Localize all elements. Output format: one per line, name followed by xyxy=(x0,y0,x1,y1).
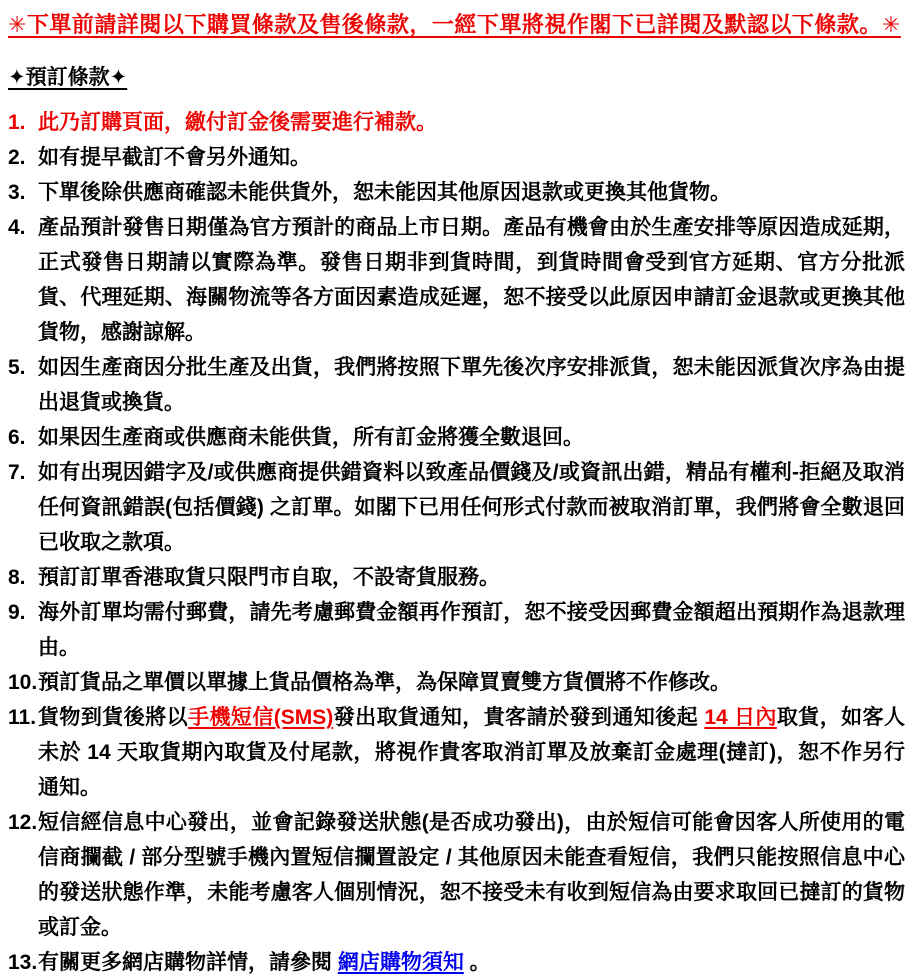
term-number: 12. xyxy=(8,811,38,834)
highlighted-text: 手機短信(SMS) xyxy=(188,706,334,729)
term-number: 6. xyxy=(8,426,26,449)
term-text: 短信經信息中心發出，並會記錄發送狀態(是否成功發出)，由於短信可能會因客人所使用的電信商攔截 / 部分型號手機內置短信攔置設定 / 其他原因未能查看短信，我們只能按照信息中心的發送狀態作準，未能考慮客人個別情況，恕不接受未有收到短信為由要求取回已撻訂的貨物或訂金。 xyxy=(38,811,905,939)
term-number: 4. xyxy=(8,216,26,239)
term-item-13 xyxy=(8,945,905,980)
terms-list xyxy=(8,105,905,980)
term-item-10 xyxy=(8,665,905,700)
term-number: 3. xyxy=(8,181,26,204)
term-item-12 xyxy=(8,805,905,945)
term-number: 10. xyxy=(8,671,38,694)
term-number: 8. xyxy=(8,566,26,589)
term-text: 如有提早截訂不會另外通知。 xyxy=(38,146,311,169)
preorder-terms-title: ✦預訂條款✦ xyxy=(8,66,128,89)
term-number: 5. xyxy=(8,356,26,379)
term-item-3 xyxy=(8,175,905,210)
term-text: 下單後除供應商確認未能供貨外，恕未能因其他原因退款或更換其他貨物。 xyxy=(38,181,731,204)
term-text: 如有出現因錯字及/或供應商提供錯資料以致產品價錢及/或資訊出錯，精品有權利-拒絕及取消任何資訊錯誤(包括價錢) 之訂單。如閣下已用任何形式付款而被取消訂單，我們將會全數退回已收取之款項。 xyxy=(38,461,905,554)
term-item-7 xyxy=(8,455,905,560)
term-number: 1. xyxy=(8,111,26,134)
highlighted-text: 14 日內 xyxy=(704,706,777,729)
term-text: 此乃訂購頁面，繳付訂金後需要進行補款。 xyxy=(38,111,437,134)
term-item-11 xyxy=(8,700,905,805)
shop-guide-link[interactable]: 網店購物須知 xyxy=(337,951,464,974)
term-item-4 xyxy=(8,210,905,350)
term-text: 產品預計發售日期僅為官方預計的商品上市日期。產品有機會由於生產安排等原因造成延期，正式發售日期請以實際為準。發售日期非到貨時間，到貨時間會受到官方延期、官方分批派貨、代理延期、海關物流等各方面因素造成延遲，恕不接受以此原因申請訂金退款或更換其他貨物，感謝諒解。 xyxy=(38,216,905,344)
term-number: 2. xyxy=(8,146,26,169)
term-number: 11. xyxy=(8,706,37,729)
term-item-2 xyxy=(8,140,905,175)
term-number: 13. xyxy=(8,951,38,974)
term-item-8 xyxy=(8,560,905,595)
term-number: 7. xyxy=(8,461,26,484)
term-text: 海外訂單均需付郵費，請先考慮郵費金額再作預訂，恕不接受因郵費金額超出預期作為退款理由。 xyxy=(38,601,905,659)
term-item-6 xyxy=(8,420,905,455)
term-text: 有關更多網店購物詳情，請參閱 網店購物須知 。 xyxy=(38,951,491,974)
purchase-notice-heading: ✳下單前請詳閱以下購買條款及售後條款，一經下單將視作閣下已詳閱及默認以下條款。✳ xyxy=(8,12,901,37)
term-number: 9. xyxy=(8,601,26,624)
term-text: 貨物到貨後將以手機短信(SMS)發出取貨通知，貴客請於發到通知後起 14 日內取貨，如客人未於 14 天取貨期內取貨及付尾款，將視作貴客取消訂單及放棄訂金處理(撻訂)，恕不作另行通知。 xyxy=(38,706,905,799)
term-text: 預訂訂單香港取貨只限門市自取，不設寄貨服務。 xyxy=(38,566,500,589)
term-text: 預訂貨品之單價以單據上貨品價格為準，為保障買賣雙方貨價將不作修改。 xyxy=(38,671,731,694)
term-item-1 xyxy=(8,105,905,140)
term-item-5 xyxy=(8,350,905,420)
term-text: 如果因生產商或供應商未能供貨，所有訂金將獲全數退回。 xyxy=(38,426,584,449)
term-item-9 xyxy=(8,595,905,665)
term-text: 如因生產商因分批生產及出貨，我們將按照下單先後次序安排派貨，恕未能因派貨次序為由提出退貨或換貨。 xyxy=(38,356,905,414)
